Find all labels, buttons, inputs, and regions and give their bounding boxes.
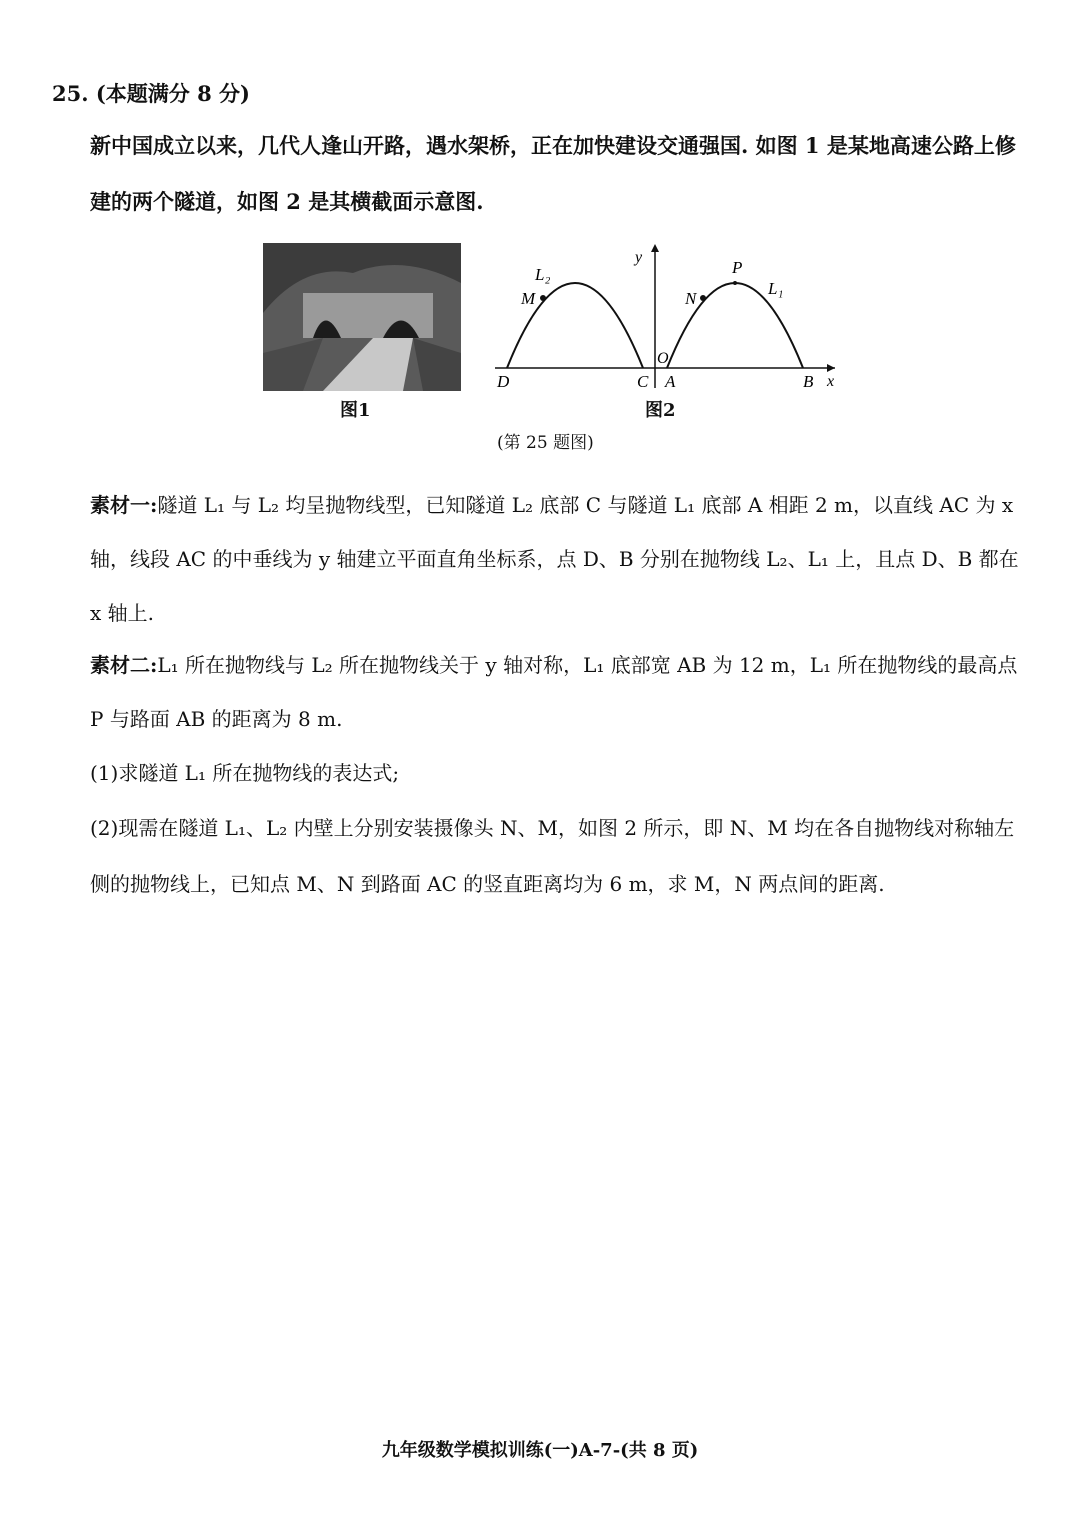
label-B: B [803, 372, 814, 391]
label-O: O [657, 350, 669, 367]
label-y: y [635, 249, 643, 266]
label-M: M [521, 289, 536, 308]
point-P [733, 281, 737, 285]
label-A: A [665, 372, 676, 391]
material-two [90, 638, 1030, 746]
page-footer: 九年级数学模拟训练(一)A-7-(共 8 页) [381, 1440, 699, 1461]
question-header: 25. (本题满分 8 分) [52, 81, 250, 106]
material-one-text: 隧道 L₁ 与 L₂ 均呈抛物线型，已知隧道 L₂ 底部 C 与隧道 L₁ 底部 A 相距 2 m，以直线 AC 为 x 轴，线段 AC 的中垂线为 y 轴建立平面直角坐标系，点 D、B 分别在抛物线 L₂、L₁ 上，且点 D、B 都在 x 轴上. [90, 493, 1019, 625]
label-x: x [827, 373, 835, 390]
material-one [90, 478, 1030, 640]
point-N [700, 295, 706, 301]
label-L1: L₁ [768, 279, 784, 298]
part-one: (1)求隧道 L₁ 所在抛物线的表达式; [90, 761, 400, 785]
tunnel-photo-image [263, 243, 461, 391]
point-M [540, 295, 546, 301]
figure2-parabola-diagram [485, 238, 845, 398]
figure1-caption: 图1 [340, 400, 371, 421]
tunnel-photo [263, 243, 461, 391]
label-N: N [685, 289, 697, 308]
part-two: (2)现需在隧道 L₁、L₂ 内壁上分别安装摄像头 N、M，如图 2 所示，即 N、M 均在各自抛物线对称轴左侧的抛物线上，已知点 M、N 到路面 AC 的竖直距离均为 6 m，求 M，N 两点间的距离. [90, 816, 1015, 896]
material-two-text: L₁ 所在抛物线与 L₂ 所在抛物线关于 y 轴对称，L₁ 底部宽 AB 为 12 m，L₁ 所在抛物线的最高点 P 与路面 AB 的距离为 8 m. [90, 653, 1018, 731]
material-one-label: 素材一: [90, 493, 158, 517]
x-axis-arrow [827, 364, 835, 372]
label-P: P [732, 258, 743, 277]
label-C: C [637, 372, 649, 391]
figures-caption: (第 25 题图) [497, 433, 594, 453]
label-D: D [497, 372, 510, 391]
figure2-caption: 图2 [645, 400, 676, 421]
y-axis-arrow [651, 244, 659, 252]
label-L2: L₂ [535, 265, 551, 284]
material-two-label: 素材二: [90, 653, 158, 677]
question-intro: 新中国成立以来，几代人逢山开路，遇水架桥，正在加快建设交通强国. 如图 1 是某地高速公路上修建的两个隧道，如图 2 是其横截面示意图. [90, 133, 1016, 214]
